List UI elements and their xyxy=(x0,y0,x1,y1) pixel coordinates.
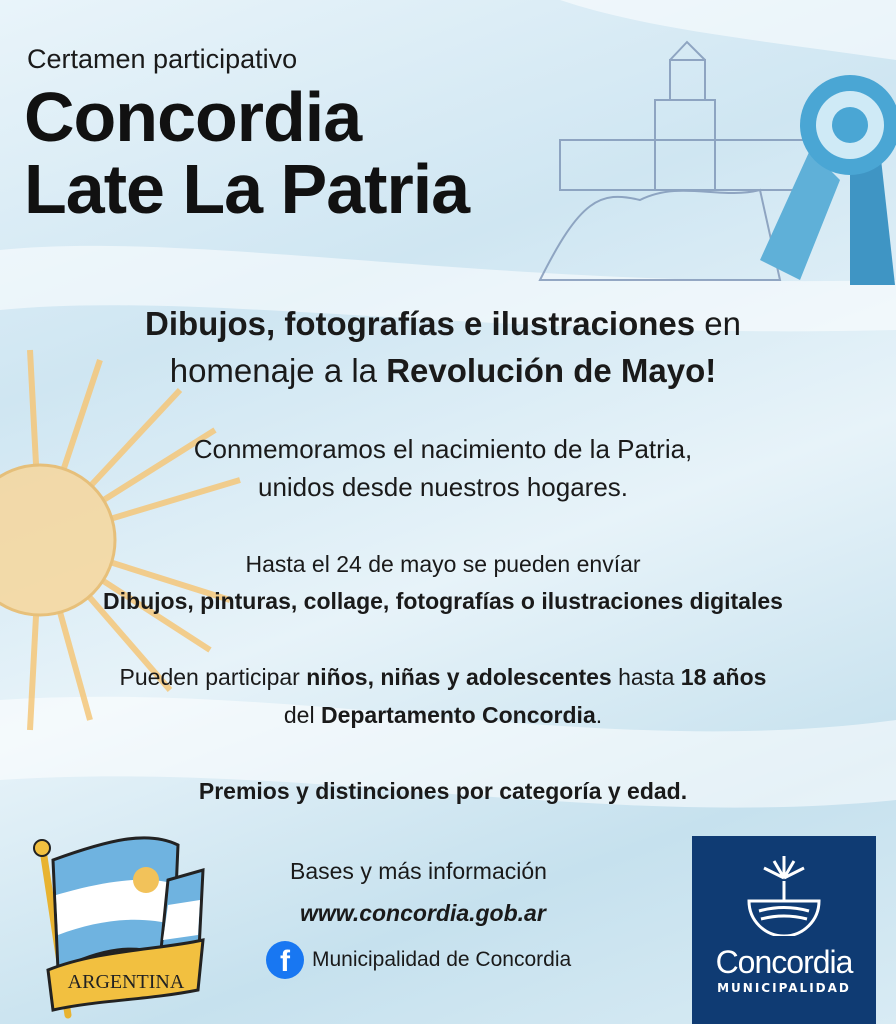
text: del xyxy=(283,702,321,728)
prizes-text: Premios y distinciones por categoría y edad. xyxy=(198,778,688,804)
info-label: Bases y más información xyxy=(290,858,547,884)
subtitle: Certamen participativo xyxy=(27,44,298,74)
text-bold: Departamento Concordia xyxy=(320,702,596,728)
text-bold: Revolución de Mayo! xyxy=(386,352,717,389)
headline-line2 xyxy=(0,352,886,390)
text-bold: 18 años xyxy=(680,664,767,690)
text: Pueden participar xyxy=(119,664,307,690)
rosette-illustration xyxy=(760,75,896,285)
concordia-municipal-logo xyxy=(692,836,876,1024)
title-line1: Concordia xyxy=(24,78,362,156)
text: homenaje a la xyxy=(169,352,387,389)
flag-banner-text: ARGENTINA xyxy=(67,971,185,993)
text-bold: Dibujos, fotografías e ilustraciones xyxy=(145,305,696,342)
facebook-link[interactable] xyxy=(266,941,571,979)
participants-line1 xyxy=(0,664,886,691)
participants-line2 xyxy=(0,702,886,729)
text: en xyxy=(695,305,741,342)
logo-sub: MUNICIPALIDAD xyxy=(717,981,851,995)
text-bold: niños, niñas y adolescentes xyxy=(306,664,612,690)
intro-line1: Conmemoramos el nacimiento de la Patria, xyxy=(193,434,693,464)
title-line2: Late La Patria xyxy=(24,150,470,228)
argentina-flag-illustration xyxy=(28,830,218,1024)
facebook-icon: f xyxy=(266,941,304,979)
website-link[interactable]: www.concordia.gob.ar xyxy=(300,900,546,926)
deadline-line1: Hasta el 24 de mayo se pueden envíar xyxy=(245,551,641,577)
headline-line1 xyxy=(0,305,886,343)
intro-line2: unidos desde nuestros hogares. xyxy=(257,472,629,502)
text: hasta xyxy=(611,664,681,690)
deadline-line2: Dibujos, pinturas, collage, fotografías o ilustraciones digitales xyxy=(103,588,783,614)
text: . xyxy=(595,702,603,728)
facebook-label: Municipalidad de Concordia xyxy=(312,948,572,971)
city-emblem-icon xyxy=(739,856,829,936)
logo-name: Concordia xyxy=(715,944,853,980)
